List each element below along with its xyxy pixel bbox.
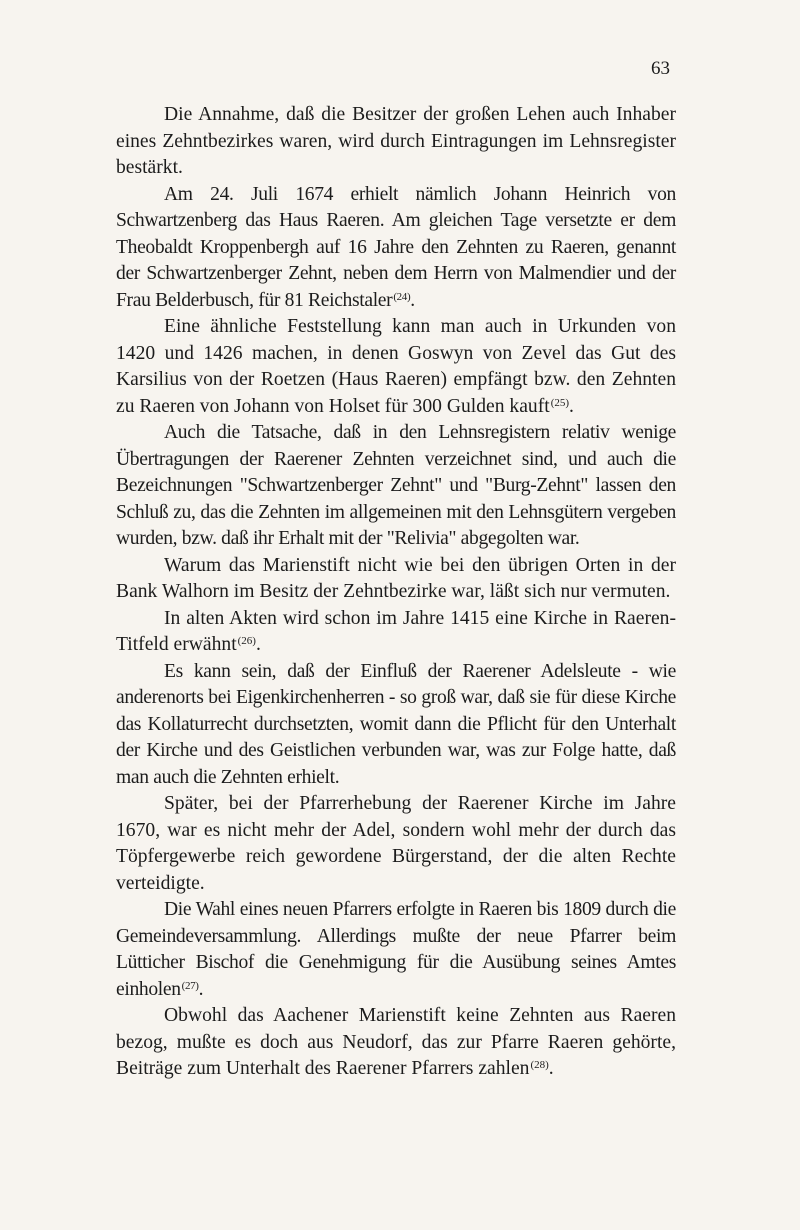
footnote-ref: (28) (530, 1059, 549, 1071)
paragraph: Eine ähnliche Feststellung kann man auch in Urkunden von 1420 und 1426 machen, in denen Goswyn von Zevel das Gut des Karsilius von der Roetzen (Haus Raeren) empfängt bzw. den Zehnten zu Raeren von Johann von Holset für 300 Gulden kauft$^{(25)}$. (116, 316, 676, 417)
paragraph: Auch die Tatsache, daß in den Lehnsregistern relativ wenige Übertragungen der Raerener Zehnten verzeichnet sind, und auch die Bezeichnungen "Schwartzenberger Zehnt" und "Burg-Zehnt" lassen den Schluß zu, das die Zehnten im allgemeinen mit den Lehnsgütern vergeben wurden, bzw. daß ihr Erhalt mit der "Relivia" abgegolten war. (116, 422, 676, 549)
paragraph: Später, bei der Pfarrerhebung der Raerener Kirche im Jahre 1670, war es nicht mehr der Adel, sondern wohl mehr der durch das Töpfergewerbe reich gewordene Bürgerstand, der die alten Rechte verteidigte. (116, 793, 676, 894)
footnote-ref: (26) (237, 635, 256, 647)
footnote-ref: (24) (393, 290, 411, 303)
paragraph: Die Wahl eines neuen Pfarrers erfolgte in Raeren bis 1809 durch die Gemeindeversammlung. Allerdings mußte der neue Pfarrer beim Lütticher Bischof die Genehmigung für die Ausübung seines Amtes einholen$^{(27)}$. (116, 899, 676, 1000)
footnote-ref: (27) (181, 979, 199, 992)
paragraph: In alten Akten wird schon im Jahre 1415 eine Kirche in Raeren-Titfeld erwähnt$^{(26)}$. (116, 607, 676, 655)
page-number: 63 (651, 58, 670, 79)
footnote-ref: (25) (550, 396, 570, 409)
paragraph: Die Annahme, daß die Besitzer der großen Lehen auch Inhaber eines Zehntbezirkes waren, wird durch Eintragungen im Lehnsregister bestärkt. (116, 104, 676, 178)
body-text (116, 102, 676, 1083)
paragraph: Am 24. Juli 1674 erhielt nämlich Johann Heinrich von Schwartzenberg das Haus Raeren. Am gleichen Tage versetzte er dem Theobaldt Kroppenbergh auf 16 Jahre den Zehnten zu Raeren, genannt der Schwartzenberger Zehnt, neben dem Herrn von Malmendier und der Frau Belderbusch, für 81 Reichstaler$^{(24)}$. (116, 183, 676, 311)
paragraph: Warum das Marienstift nicht wie bei den übrigen Orten in der Bank Walhorn im Besitz der Zehntbezirke war, läßt sich nur vermuten. (116, 554, 676, 602)
paragraph: Es kann sein, daß der Einfluß der Raerener Adelsleute - wie anderenorts bei Eigenkirchenherren - so groß war, daß sie für diese Kirche das Kollaturrecht durchsetzten, womit dann die Pflicht für den Unterhalt der Kirche und des Geistlichen verbunden war, was zur Folge hatte, daß man auch die Zehnten erhielt. (116, 660, 676, 788)
paragraph: Obwohl das Aachener Marienstift keine Zehnten aus Raeren bezog, mußte es doch aus Neudorf, das zur Pfarre Raeren gehörte, Beiträge zum Unterhalt des Raerener Pfarrers zahlen$^{(28)}$. (116, 1005, 676, 1079)
